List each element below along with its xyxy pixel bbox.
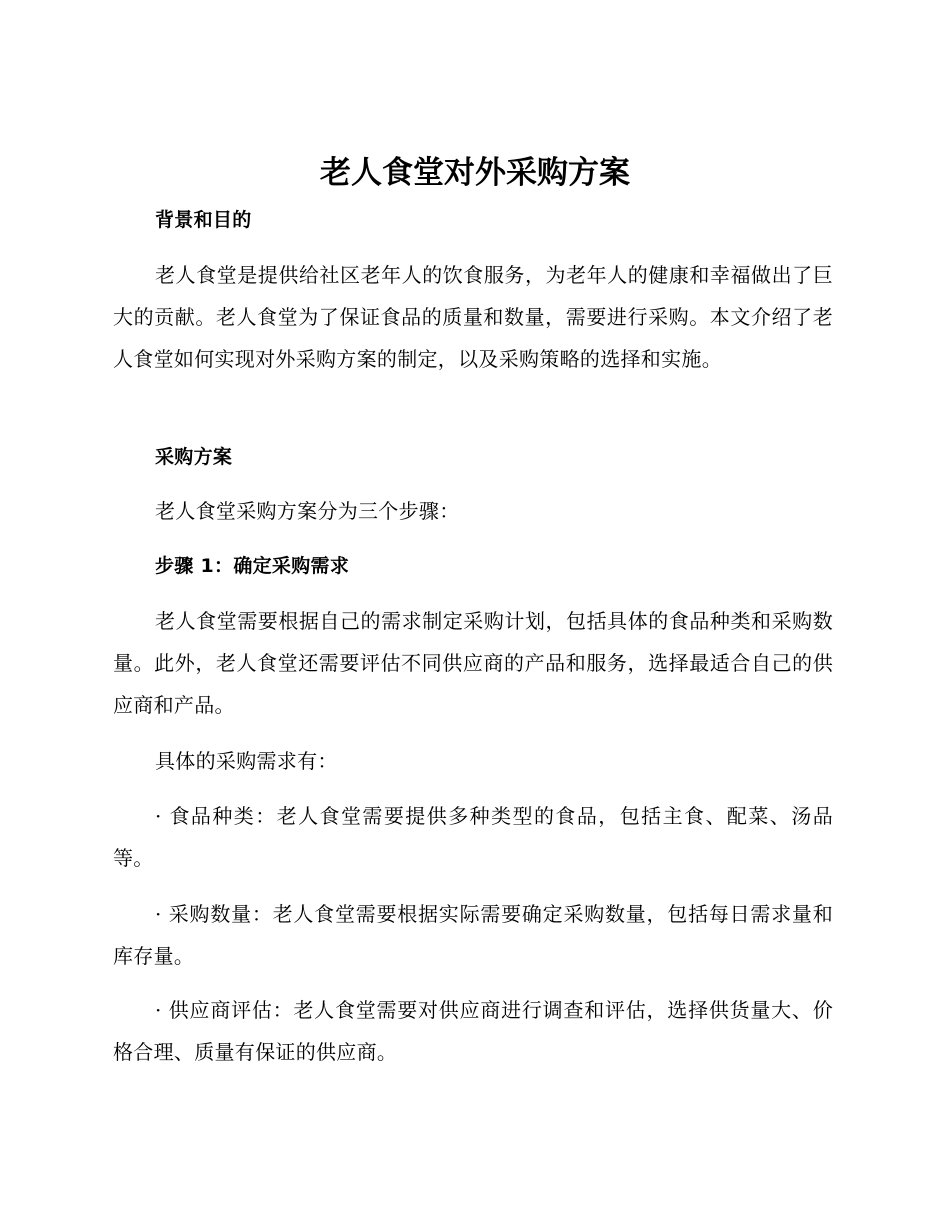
list-item-supplier-evaluation: · 供应商评估：老人食堂需要对供应商进行调查和评估，选择供货量大、价格合理、质量有保证的供应商。 — [113, 998, 833, 1064]
page-title: 老人食堂对外采购方案 — [320, 155, 630, 191]
section-heading-background: 背景和目的 — [155, 209, 252, 231]
section-heading-step1: 步骤 1：确定采购需求 — [155, 555, 350, 577]
list-item-food-types: · 食品种类：老人食堂需要提供多种类型的食品，包括主食、配菜、汤品等。 — [113, 804, 833, 870]
section-heading-plan: 采购方案 — [155, 446, 233, 468]
paragraph-plan-intro: 老人食堂采购方案分为三个步骤： — [155, 499, 460, 523]
list-item-quantity: · 采购数量：老人食堂需要根据实际需要确定采购数量，包括每日需求量和库存量。 — [113, 902, 833, 968]
paragraph-background: 老人食堂是提供给社区老年人的饮食服务，为老年人的健康和幸福做出了巨大的贡献。老人食堂为了保证食品的质量和数量，需要进行采购。本文介绍了老人食堂如何实现对外采购方案的制定，以及采购策略的选择和实施。 — [113, 263, 833, 371]
paragraph-step1: 老人食堂需要根据自己的需求制定采购计划，包括具体的食品种类和采购数量。此外，老人食堂还需要评估不同供应商的产品和服务，选择最适合自己的供应商和产品。 — [113, 609, 833, 717]
paragraph-requirements-intro: 具体的采购需求有： — [155, 749, 338, 773]
